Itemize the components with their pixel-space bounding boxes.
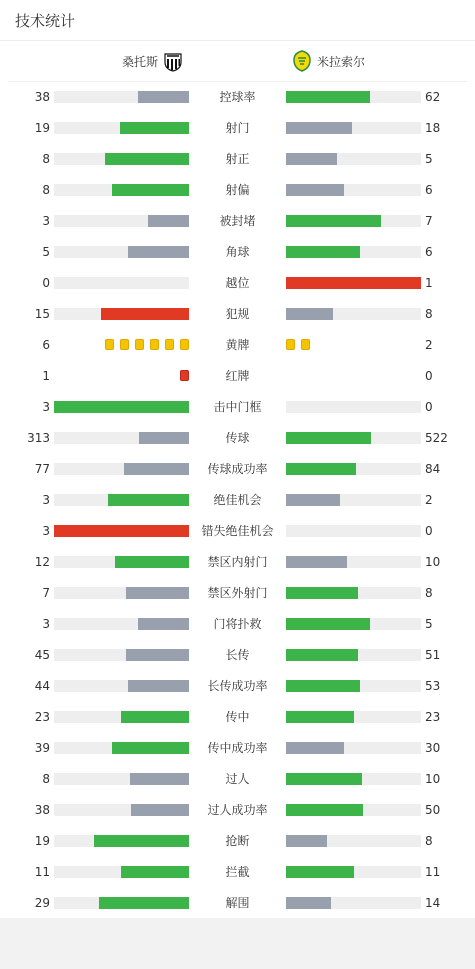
away-value: 0 [425, 524, 433, 538]
away-bar-fill [286, 649, 358, 661]
away-bar-fill [286, 742, 344, 754]
home-bar-track [54, 587, 189, 599]
away-bar-fill [286, 122, 352, 134]
away-bar-track [286, 525, 421, 537]
stat-row [0, 671, 475, 702]
stat-label: 长传成功率 [207, 679, 268, 693]
away-value: 1 [425, 276, 433, 290]
away-value: 11 [425, 865, 441, 879]
yellow-card-icon [135, 339, 144, 350]
away-value: 50 [425, 803, 441, 817]
home-value: 7 [42, 586, 50, 600]
away-bar-fill [286, 773, 362, 785]
home-bar-track [54, 835, 189, 847]
home-cards [177, 370, 189, 383]
away-bar-track [286, 773, 421, 785]
away-bar-fill [286, 711, 354, 723]
stat-label: 击中门框 [213, 400, 262, 414]
home-bar-fill [112, 742, 189, 754]
home-value: 38 [34, 90, 50, 104]
home-bar-fill [94, 835, 189, 847]
away-bar-track [286, 866, 421, 878]
stat-label: 门将扑救 [213, 617, 262, 631]
away-value: 8 [425, 834, 433, 848]
home-value: 15 [34, 307, 50, 321]
home-bar-track [54, 401, 189, 413]
away-bar-track [286, 432, 421, 444]
stat-row [0, 144, 475, 175]
home-value: 12 [34, 555, 50, 569]
home-value: 11 [34, 865, 50, 879]
away-value: 53 [425, 679, 441, 693]
home-bar-fill [128, 680, 189, 692]
home-bar-track [54, 122, 189, 134]
home-value: 45 [34, 648, 50, 662]
home-bar-track [54, 773, 189, 785]
away-bar-track [286, 246, 421, 258]
away-bar-fill [286, 91, 370, 103]
home-value: 313 [27, 431, 50, 445]
stat-label: 射门 [225, 121, 250, 135]
stat-row [0, 578, 475, 609]
home-bar-fill [54, 401, 189, 413]
away-bar-track [286, 153, 421, 165]
stat-row [0, 888, 475, 919]
stat-row [0, 454, 475, 485]
stat-label: 角球 [225, 245, 250, 259]
away-value: 5 [425, 617, 433, 631]
away-value: 84 [425, 462, 441, 476]
home-bar-track [54, 680, 189, 692]
home-value: 8 [42, 772, 50, 786]
away-value: 2 [425, 338, 433, 352]
away-bar-track [286, 122, 421, 134]
stat-row [0, 764, 475, 795]
stats-list [0, 82, 475, 919]
away-bar-fill [286, 494, 340, 506]
home-bar-fill [121, 866, 189, 878]
home-value: 5 [42, 245, 50, 259]
away-value: 5 [425, 152, 433, 166]
home-bar-fill [112, 184, 189, 196]
away-bar-fill [286, 556, 347, 568]
home-value: 8 [42, 152, 50, 166]
away-bar-track [286, 897, 421, 909]
home-bar-fill [54, 525, 189, 537]
away-bar-fill [286, 618, 370, 630]
yellow-card-icon [150, 339, 159, 350]
away-bar-track [286, 711, 421, 723]
away-bar-track [286, 277, 421, 289]
home-bar-track [54, 246, 189, 258]
away-bar-track [286, 649, 421, 661]
stat-label: 传中成功率 [207, 741, 268, 755]
home-bar-fill [131, 804, 189, 816]
away-bar-fill [286, 463, 356, 475]
stat-label: 长传 [225, 648, 250, 662]
stat-row [0, 516, 475, 547]
home-bar-track [54, 897, 189, 909]
away-bar-track [286, 587, 421, 599]
away-bar-track [286, 463, 421, 475]
yellow-card-icon [301, 339, 310, 350]
stat-label: 射正 [225, 152, 250, 166]
home-bar-fill [108, 494, 189, 506]
yellow-card-icon [165, 339, 174, 350]
away-bar-fill [286, 804, 363, 816]
santos-crest-icon [162, 50, 184, 72]
stat-row [0, 857, 475, 888]
home-bar-fill [138, 618, 189, 630]
away-team-name: 米拉索尔 [317, 54, 366, 69]
stat-row [0, 640, 475, 671]
stat-label: 过人成功率 [207, 803, 268, 817]
away-bar-fill [286, 866, 354, 878]
stat-label: 禁区外射门 [207, 586, 268, 600]
home-bar-track [54, 153, 189, 165]
away-bar-fill [286, 835, 327, 847]
away-bar-fill [286, 432, 371, 444]
stat-label: 拦截 [225, 865, 250, 879]
home-team[interactable] [118, 41, 184, 81]
stat-row [0, 485, 475, 516]
away-bar-track [286, 618, 421, 630]
home-value: 19 [34, 121, 50, 135]
stat-label: 红牌 [225, 369, 250, 383]
home-value: 3 [42, 493, 50, 507]
home-bar-fill [130, 773, 189, 785]
home-value: 29 [34, 896, 50, 910]
home-value: 77 [34, 462, 50, 476]
away-bar-fill [286, 215, 381, 227]
home-bar-track [54, 649, 189, 661]
stat-row [0, 826, 475, 857]
stat-row [0, 609, 475, 640]
home-bar-track [54, 742, 189, 754]
yellow-card-icon [120, 339, 129, 350]
stat-row [0, 702, 475, 733]
stat-label: 越位 [225, 276, 250, 290]
away-value: 8 [425, 307, 433, 321]
away-bar-fill [286, 277, 421, 289]
stat-label: 射偏 [225, 183, 250, 197]
stat-label: 错失绝佳机会 [201, 524, 274, 538]
away-bar-track [286, 556, 421, 568]
stat-row [0, 423, 475, 454]
home-value: 23 [34, 710, 50, 724]
home-bar-track [54, 463, 189, 475]
stat-row [0, 113, 475, 144]
home-bar-fill [115, 556, 189, 568]
stat-label: 抢断 [225, 834, 250, 848]
home-value: 19 [34, 834, 50, 848]
away-bar-fill [286, 587, 358, 599]
home-bar-track [54, 525, 189, 537]
stat-row [0, 299, 475, 330]
home-value: 38 [34, 803, 50, 817]
away-value: 6 [425, 245, 433, 259]
stat-label: 控球率 [219, 90, 256, 104]
home-bar-track [54, 308, 189, 320]
away-value: 10 [425, 555, 441, 569]
stat-label: 传球 [225, 431, 250, 445]
away-bar-track [286, 215, 421, 227]
home-value: 3 [42, 400, 50, 414]
stat-row [0, 795, 475, 826]
home-bar-fill [128, 246, 189, 258]
stat-label: 过人 [225, 772, 250, 786]
away-bar-fill [286, 184, 344, 196]
away-value: 62 [425, 90, 441, 104]
away-value: 6 [425, 183, 433, 197]
home-value: 6 [42, 338, 50, 352]
away-value: 7 [425, 214, 433, 228]
stat-row [0, 175, 475, 206]
away-value: 2 [425, 493, 433, 507]
stat-label: 传球成功率 [207, 462, 268, 476]
away-value: 30 [425, 741, 441, 755]
home-bar-track [54, 804, 189, 816]
away-bar-track [286, 184, 421, 196]
home-bar-fill [126, 587, 189, 599]
away-value: 51 [425, 648, 441, 662]
away-bar-track [286, 494, 421, 506]
away-bar-track [286, 91, 421, 103]
away-value: 10 [425, 772, 441, 786]
home-bar-track [54, 277, 189, 289]
yellow-card-icon [180, 339, 189, 350]
home-bar-fill [99, 897, 189, 909]
stat-row [0, 268, 475, 299]
home-bar-track [54, 711, 189, 723]
stat-label: 黄牌 [225, 338, 250, 352]
away-bar-track [286, 401, 421, 413]
stat-row [0, 82, 475, 113]
away-value: 14 [425, 896, 441, 910]
home-value: 0 [42, 276, 50, 290]
home-value: 3 [42, 524, 50, 538]
stat-row [0, 361, 475, 392]
stat-label: 传中 [225, 710, 250, 724]
away-bar-fill [286, 308, 333, 320]
stat-row [0, 330, 475, 361]
stat-row [0, 547, 475, 578]
home-bar-track [54, 91, 189, 103]
home-bar-track [54, 556, 189, 568]
teams-row [8, 41, 467, 82]
home-bar-track [54, 432, 189, 444]
home-bar-fill [139, 432, 189, 444]
home-bar-fill [120, 122, 189, 134]
away-bar-track [286, 680, 421, 692]
stat-row [0, 237, 475, 268]
away-bar-track [286, 804, 421, 816]
home-bar-track [54, 184, 189, 196]
home-bar-fill [121, 711, 189, 723]
away-value: 23 [425, 710, 441, 724]
home-team-name: 桑托斯 [121, 54, 158, 69]
away-value: 18 [425, 121, 441, 135]
home-bar-track [54, 215, 189, 227]
away-bar-track [286, 308, 421, 320]
home-value: 3 [42, 617, 50, 631]
home-value: 1 [42, 369, 50, 383]
home-cards [102, 339, 189, 352]
stat-label: 被封堵 [219, 214, 256, 228]
home-value: 39 [34, 741, 50, 755]
away-bar-track [286, 742, 421, 754]
mirassol-crest-icon [291, 50, 313, 72]
stat-label: 禁区内射门 [207, 555, 268, 569]
yellow-card-icon [286, 339, 295, 350]
away-cards [286, 339, 313, 352]
away-bar-fill [286, 897, 331, 909]
home-bar-fill [126, 649, 189, 661]
away-value: 0 [425, 400, 433, 414]
page-title: 技术统计 [15, 11, 76, 30]
stat-row [0, 206, 475, 237]
away-bar-track [286, 835, 421, 847]
home-bar-fill [138, 91, 189, 103]
away-value: 8 [425, 586, 433, 600]
home-bar-track [54, 618, 189, 630]
stat-label: 犯规 [225, 307, 250, 321]
home-bar-fill [105, 153, 189, 165]
red-card-icon [180, 370, 189, 381]
away-value: 0 [425, 369, 433, 383]
home-bar-track [54, 494, 189, 506]
stat-row [0, 733, 475, 764]
home-bar-track [54, 866, 189, 878]
stat-label: 解围 [225, 896, 250, 910]
page-header [0, 0, 475, 41]
away-team[interactable] [291, 41, 369, 81]
home-value: 8 [42, 183, 50, 197]
home-bar-fill [101, 308, 189, 320]
home-value: 44 [34, 679, 50, 693]
yellow-card-icon [105, 339, 114, 350]
away-bar-fill [286, 153, 337, 165]
home-bar-fill [148, 215, 189, 227]
away-value: 522 [425, 431, 448, 445]
away-bar-fill [286, 680, 360, 692]
stat-label: 绝佳机会 [213, 493, 262, 507]
away-bar-fill [286, 246, 360, 258]
home-value: 3 [42, 214, 50, 228]
stat-row [0, 392, 475, 423]
home-bar-fill [124, 463, 189, 475]
